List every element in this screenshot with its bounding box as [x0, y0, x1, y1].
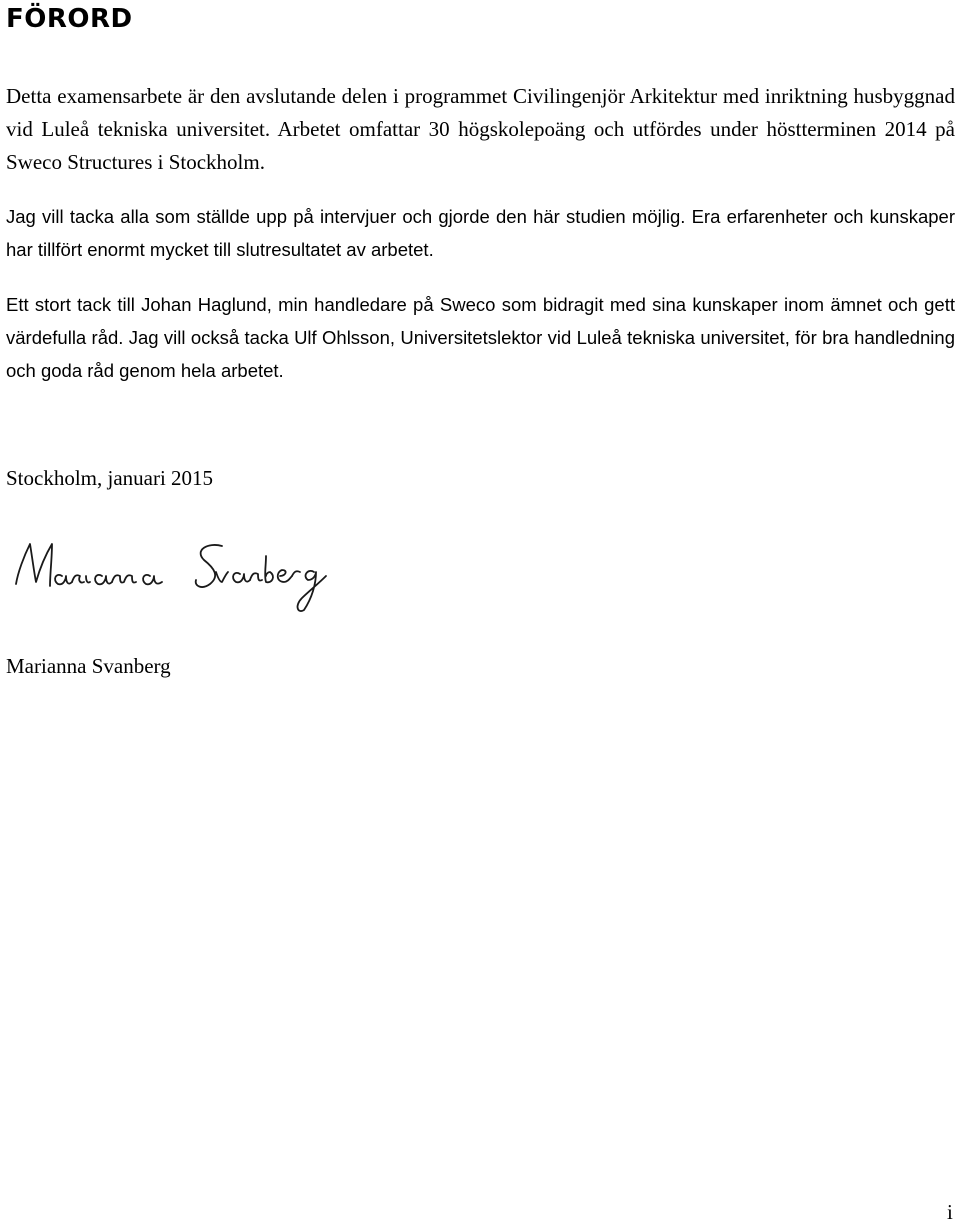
- page-title: FÖRORD: [6, 4, 133, 34]
- place-and-date: Stockholm, januari 2015: [6, 466, 214, 490]
- paragraph-thanks-supervisors: Ett stort tack till Johan Haglund, min handledare på Sweco som bidragit med sina kunskaper inom ämnet och gett värdefulla råd. Jag vill också tacka Ulf Ohlsson, Universitetslektor vid Luleå tekniska universitet, för bra handledning och goda råd genom hela arbetet.: [6, 294, 955, 381]
- paragraph-thanks-interviewees: Jag vill tacka alla som ställde upp på intervjuer och gjorde den här studien möjlig. Era erfarenheter och kunskaper har tillfört enormt mycket till slutresultatet av arbetet.: [6, 206, 955, 260]
- page-number: i: [947, 1200, 953, 1224]
- signature-text: Marianna Svanberg: [10, 536, 18, 537]
- handwritten-signature: [10, 536, 330, 618]
- paragraph-intro: Detta examensarbete är den avslutande delen i programmet Civilingenjör Arkitektur med inriktning husbyggnad vid Luleå tekniska universitet. Arbetet omfattar 30 högskolepoäng och utfördes under höstterminen 2014 på Sweco Structures i Stockholm.: [6, 84, 955, 174]
- signer-name: Marianna Svanberg: [6, 654, 171, 678]
